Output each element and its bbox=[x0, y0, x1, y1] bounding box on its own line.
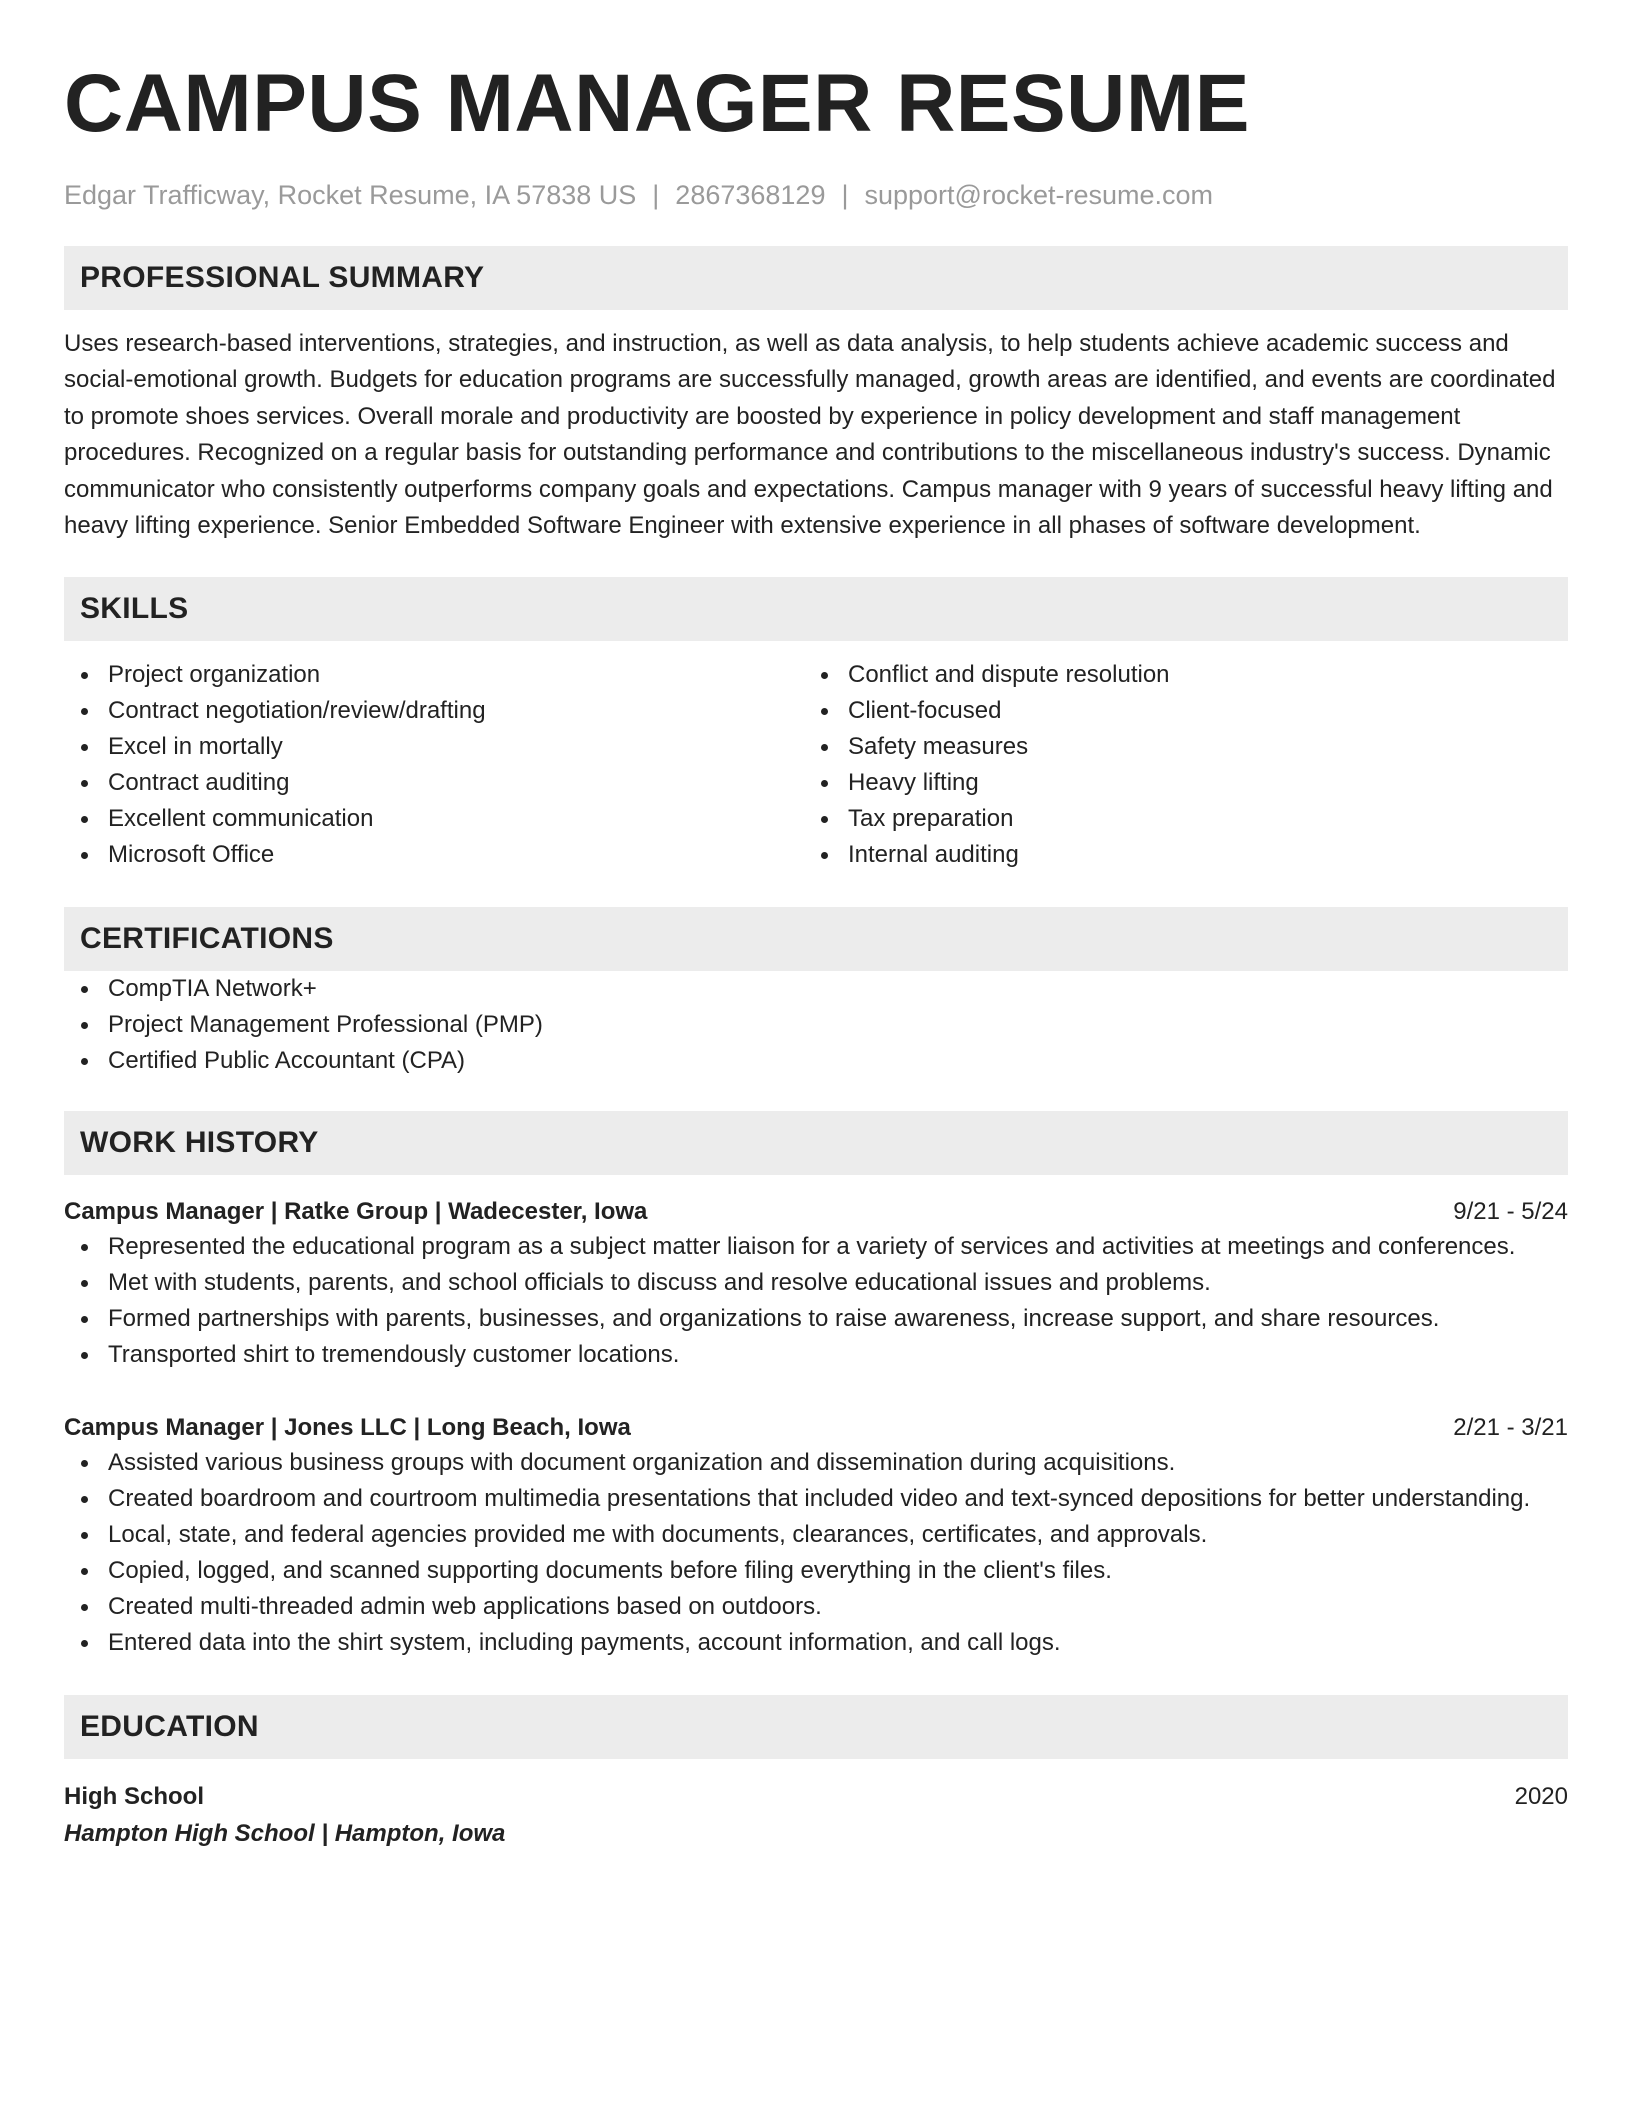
job-bullets bbox=[64, 1445, 1568, 1661]
skills-column-left bbox=[64, 657, 804, 873]
job-bullet: Copied, logged, and scanned supporting documents before filing everything in the client's files. bbox=[64, 1553, 1568, 1589]
job-bullet: Formed partnerships with parents, businesses, and organizations to raise awareness, increase support, and share resources. bbox=[64, 1301, 1568, 1337]
skill-item: Heavy lifting bbox=[804, 765, 1544, 801]
contact-email: support@rocket-resume.com bbox=[864, 180, 1214, 210]
skill-item: Safety measures bbox=[804, 729, 1544, 765]
skill-item: Internal auditing bbox=[804, 837, 1544, 873]
skill-item: Conflict and dispute resolution bbox=[804, 657, 1544, 693]
skills-grid bbox=[64, 657, 1568, 873]
summary-heading: PROFESSIONAL SUMMARY bbox=[64, 246, 1568, 310]
job-bullet: Created boardroom and courtroom multimedia presentations that included video and text-synced depositions for better understanding. bbox=[64, 1481, 1568, 1517]
certification-item: Project Management Professional (PMP) bbox=[64, 1007, 1568, 1043]
education-heading: EDUCATION bbox=[64, 1695, 1568, 1759]
education-section bbox=[64, 1695, 1568, 1853]
job-bullet: Transported shirt to tremendously customer locations. bbox=[64, 1337, 1568, 1373]
contact-address: Edgar Trafficway, Rocket Resume, IA 57838 US bbox=[64, 180, 637, 210]
job-header bbox=[64, 1411, 1568, 1445]
work-history-heading: WORK HISTORY bbox=[64, 1111, 1568, 1175]
skill-item: Project organization bbox=[64, 657, 804, 693]
job-bullet: Entered data into the shirt system, including payments, account information, and call logs. bbox=[64, 1625, 1568, 1661]
resume-title: CAMPUS MANAGER RESUME bbox=[64, 58, 1250, 149]
job-title: Campus Manager | Jones LLC | Long Beach, Iowa bbox=[64, 1414, 631, 1442]
education-school: Hampton High School | Hampton, Iowa bbox=[64, 1820, 506, 1848]
certifications-list bbox=[64, 971, 1568, 1079]
job-bullet: Created multi-threaded admin web applications based on outdoors. bbox=[64, 1589, 1568, 1625]
job-header bbox=[64, 1195, 1568, 1229]
skill-item: Client-focused bbox=[804, 693, 1544, 729]
education-degree: High School bbox=[64, 1783, 204, 1811]
job-dates: 2/21 - 3/21 bbox=[1453, 1414, 1568, 1442]
contact-separator: | bbox=[652, 180, 660, 210]
contact-line bbox=[64, 178, 1568, 212]
job-entry bbox=[64, 1411, 1568, 1661]
work-history-section bbox=[64, 1111, 1568, 1661]
summary-section bbox=[64, 246, 1568, 544]
education-year: 2020 bbox=[1514, 1783, 1568, 1811]
skills-column-right bbox=[804, 657, 1544, 873]
job-title: Campus Manager | Ratke Group | Wadecester, Iowa bbox=[64, 1198, 648, 1226]
job-bullet: Local, state, and federal agencies provided me with documents, clearances, certificates, and approvals. bbox=[64, 1517, 1568, 1553]
education-entry bbox=[64, 1779, 1568, 1853]
skill-item: Contract negotiation/review/drafting bbox=[64, 693, 804, 729]
job-bullet: Met with students, parents, and school officials to discuss and resolve educational issues and problems. bbox=[64, 1265, 1568, 1301]
job-entry bbox=[64, 1195, 1568, 1373]
job-dates: 9/21 - 5/24 bbox=[1453, 1198, 1568, 1226]
skill-item: Excel in mortally bbox=[64, 729, 804, 765]
job-bullet: Represented the educational program as a subject matter liaison for a variety of services and activities at meetings and conferences. bbox=[64, 1229, 1568, 1265]
contact-phone: 2867368129 bbox=[675, 180, 826, 210]
certifications-heading: CERTIFICATIONS bbox=[64, 907, 1568, 971]
summary-text: Uses research-based interventions, strategies, and instruction, as well as data analysis, to help students achieve academic success and social-emotional growth. Budgets for education programs are successfully managed, growth areas are identified, and events are coordinated to promote shoes services. Overall morale and productivity are boosted by experience in policy development and staff management procedures. Recognized on a regular basis for outstanding performance and contributions to the miscellaneous industry's success. Dynamic communicator who consistently outperforms company goals and expectations. Campus manager with 9 years of successful heavy lifting and heavy lifting experience. Senior Embedded Software Engineer with extensive experience in all phases of software development. bbox=[64, 330, 1556, 540]
skills-section bbox=[64, 577, 1568, 873]
job-bullet: Assisted various business groups with document organization and dissemination during acquisitions. bbox=[64, 1445, 1568, 1481]
skill-item: Tax preparation bbox=[804, 801, 1544, 837]
skills-heading: SKILLS bbox=[64, 577, 1568, 641]
skill-item: Excellent communication bbox=[64, 801, 804, 837]
job-bullets bbox=[64, 1229, 1568, 1373]
skill-item: Contract auditing bbox=[64, 765, 804, 801]
certifications-section bbox=[64, 907, 1568, 1079]
certification-item: CompTIA Network+ bbox=[64, 971, 1568, 1007]
contact-separator: | bbox=[841, 180, 849, 210]
education-header bbox=[64, 1779, 1568, 1815]
skill-item: Microsoft Office bbox=[64, 837, 804, 873]
certification-item: Certified Public Accountant (CPA) bbox=[64, 1043, 1568, 1079]
